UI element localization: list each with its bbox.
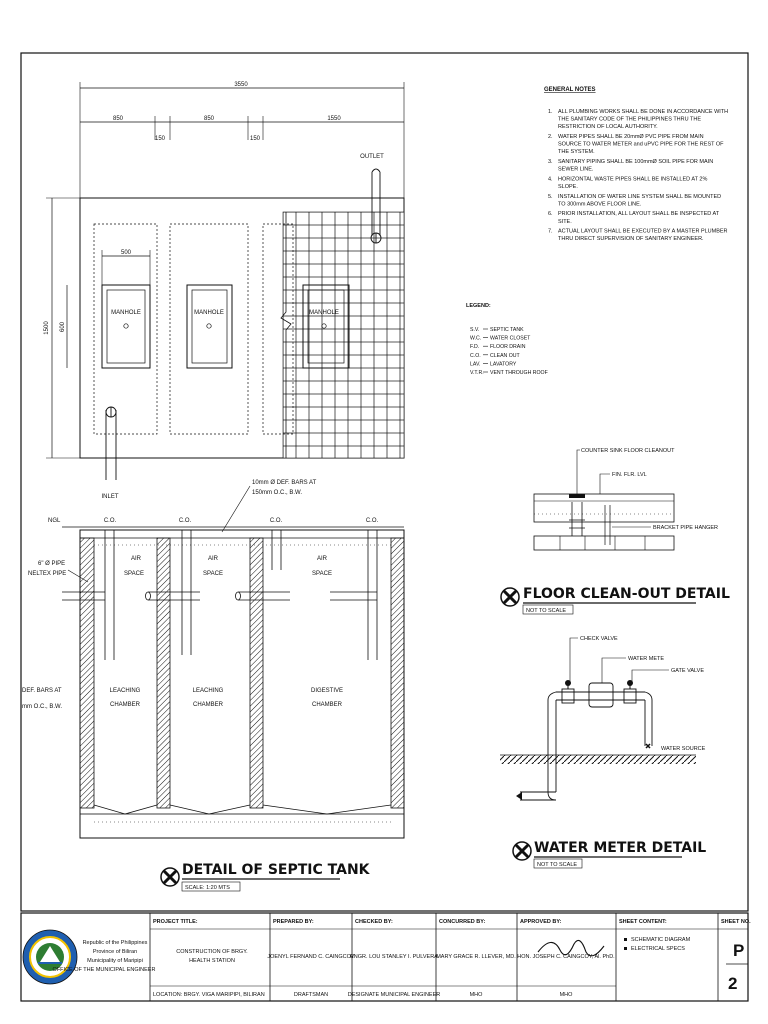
legend-abbr: LAV.: [470, 361, 481, 368]
dim-manhole-w: 500: [120, 250, 132, 256]
concurred-label: CONCURRED BY:: [439, 919, 486, 925]
note-number: 3.: [548, 159, 553, 165]
dim-total: 3550: [234, 82, 248, 88]
chamber-3: CHAMBER: [311, 702, 343, 708]
content-item-1: SCHEMATIC DIAGRAM: [631, 937, 691, 943]
ngl-label: NGL: [48, 518, 61, 524]
water-meter-detail: [500, 636, 706, 868]
note-line: SOURCE TO WATER METER and uPVC PIPE FOR THE REST OF: [558, 141, 724, 148]
floor-cleanout-detail: [501, 448, 730, 614]
co-label-1: C.O.: [103, 518, 117, 524]
org-line-2: Province of Biliran: [92, 949, 138, 955]
bars-left-2: mm O.C., B.W.: [22, 704, 62, 710]
co-label-3: C.O.: [269, 518, 283, 524]
manhole-label-2: MANHOLE: [194, 310, 224, 316]
note-line: ACTUAL LAYOUT SHALL BE EXECUTED BY A MASTER PLUMBER: [558, 228, 728, 235]
gate-valve-label: GATE VALVE: [671, 668, 705, 674]
notes-heading: GENERAL NOTES: [544, 87, 596, 93]
note-line: THE SYSTEM.: [558, 149, 595, 156]
air-1: AIR: [130, 556, 142, 562]
approved-label: APPROVED BY:: [520, 919, 562, 925]
checked-label: CHECKED BY:: [355, 919, 393, 925]
inlet-label: INLET: [101, 494, 119, 500]
septic-title: [161, 862, 371, 891]
co-label-4: C.O.: [365, 518, 379, 524]
note-line: HORIZONTAL WASTE PIPES SHALL BE INSTALLED AT 2%: [558, 176, 708, 183]
note-number: 6.: [548, 211, 553, 218]
note-number: 7.: [548, 228, 553, 235]
floor-detail-scale: NOT TO SCALE: [526, 608, 567, 614]
meter-detail-title: WATER METER DETAIL: [534, 840, 707, 856]
water-source-label: WATER SOURCE: [661, 746, 706, 752]
org-line-1: Republic of the Philippines: [82, 940, 148, 946]
septic-tank-section: [22, 480, 404, 838]
space-3: SPACE: [312, 571, 332, 577]
sheet-number: 2: [728, 974, 738, 993]
prepared-label: PREPARED BY:: [273, 919, 314, 925]
manhole-label-1: MANHOLE: [111, 310, 141, 316]
project-label: PROJECT TITLE:: [153, 919, 198, 925]
sheet-letter: P: [733, 941, 745, 960]
dim-b: 150: [154, 136, 166, 142]
note-line: SLOPE.: [558, 184, 578, 190]
septic-tank-plan: [44, 82, 404, 500]
note-number: 1.: [548, 109, 553, 115]
prepared-name: JOENYL FERNAND C. CAINGCOY: [267, 954, 355, 960]
note-line: SANITARY PIPING SHALL BE 100mmØ SOIL PIPE FOR MAIN: [558, 159, 714, 165]
pipe-label-1: 6" Ø PIPE: [38, 561, 66, 567]
septic-title-text: DETAIL OF SEPTIC TANK: [182, 862, 370, 878]
dim-a: 850: [112, 116, 124, 122]
municipal-seal-icon: [23, 930, 77, 984]
dim-height: 1500: [44, 321, 50, 335]
legend-desc: LAVATORY: [490, 361, 517, 368]
legend-desc: FLOOR DRAIN: [490, 344, 526, 351]
approved-name: HON. JOSEPH C. CAINGCOY, Al. PhD.: [517, 954, 615, 960]
dim-e: 1550: [327, 116, 341, 122]
air-2: AIR: [207, 556, 219, 562]
legend-abbr: W.C.: [470, 335, 482, 342]
meter-detail-scale: NOT TO SCALE: [537, 862, 578, 868]
note-line: TO 300mm ABOVE FLOOR LINE.: [558, 201, 642, 208]
dim-c: 850: [203, 116, 215, 122]
note-line: RESTRICTION OF LOCAL AUTHORITY.: [558, 124, 658, 131]
air-3: AIR: [316, 556, 328, 562]
fin-label: FIN. FLR. LVL: [612, 472, 647, 478]
bars-left-1: DEF. BARS AT: [22, 688, 62, 694]
note-number: 4.: [548, 176, 553, 183]
approved-role: MHO: [559, 992, 573, 998]
legend-heading: LEGEND:: [466, 303, 491, 309]
note-line: WATER PIPES SHALL BE 20mmØ PVC PIPE FROM MAIN: [558, 134, 704, 140]
chamber-2: CHAMBER: [192, 702, 224, 708]
checked-role: DESIGNATE MUNICIPAL ENGINEER: [347, 992, 441, 998]
dim-manhole-h: 600: [60, 321, 66, 333]
legend-abbr: F.D.: [470, 344, 480, 351]
title-block: [21, 913, 751, 1001]
legend: [466, 303, 548, 376]
bars-top-2: 150mm O.C., B.W.: [252, 490, 303, 496]
note-line: ALL PLUMBING WORKS SHALL BE DONE IN ACCORDANCE WITH: [558, 109, 729, 115]
digestive-label: DIGESTIVE: [310, 688, 344, 694]
prepared-role: DRAFTSMAN: [293, 992, 329, 998]
project-line-1: CONSTRUCTION OF BRGY.: [176, 949, 248, 955]
checked-name: ENGR. LOU STANLEY I. PULVERA: [350, 954, 438, 960]
space-1: SPACE: [124, 571, 144, 577]
legend-desc: CLEAN OUT: [490, 352, 520, 359]
content-label: SHEET CONTENT:: [619, 919, 667, 925]
dim-d: 150: [249, 136, 261, 142]
legend-desc: WATER CLOSET: [490, 335, 531, 342]
legend-abbr: C.O.: [470, 352, 481, 359]
sheet-label: SHEET NO.: [721, 919, 751, 925]
co-label-2: C.O.: [178, 518, 192, 524]
note-number: 5.: [548, 193, 553, 200]
note-line: THRU DIRECT SUPERVISION OF SANITARY ENGINEER.: [558, 236, 704, 243]
leaching-2: LEACHING: [192, 688, 224, 694]
concurred-name: MARY GRACE R. LLEVER, MD.: [436, 954, 516, 960]
bars-top-1: 10mm Ø DEF. BARS AT: [252, 480, 317, 486]
content-item-2: ELECTRICAL SPECS: [631, 946, 685, 952]
cso-label: COUNTER SINK FLOOR CLEANOUT: [581, 448, 675, 454]
note-line: PRIOR INSTALLATION, ALL LAYOUT SHALL BE INSPECTED AT: [558, 211, 720, 218]
legend-desc: SEPTIC TANK: [490, 327, 524, 333]
note-number: 2.: [548, 134, 553, 140]
legend-abbr: S.V.: [470, 327, 480, 333]
legend-desc: VENT THROUGH ROOF: [490, 370, 548, 376]
water-meter-label: WATER METE: [628, 656, 665, 662]
note-line: INSTALLATION OF WATER LINE SYSTEM SHALL BE MOUNTED: [558, 193, 722, 200]
note-line: SEWER LINE.: [558, 166, 594, 173]
note-line: THE SANITARY CODE OF THE PHILIPPINES THRU THE: [558, 116, 702, 123]
location-text: LOCATION: BRGY. VIGA MARIPIPI, BILIRAN: [153, 992, 265, 998]
septic-scale: SCALE: 1:20 MTS: [185, 885, 230, 891]
org-line-4: OFFICE OF THE MUNICIPAL ENGINEER: [52, 967, 156, 973]
outlet-label: OUTLET: [360, 154, 384, 160]
manhole-label-3: MANHOLE: [309, 310, 339, 316]
concurred-role: MHO: [469, 992, 483, 998]
pipe-label-2: NELTEX PIPE: [28, 571, 67, 577]
leaching-1: LEACHING: [109, 688, 141, 694]
general-notes: [544, 87, 728, 242]
note-line: SITE.: [558, 218, 572, 225]
project-line-2: HEALTH STATION: [189, 958, 235, 964]
chamber-1: CHAMBER: [109, 702, 141, 708]
bracket-label: BRACKET PIPE HANGER: [653, 525, 718, 531]
floor-detail-title: FLOOR CLEAN-OUT DETAIL: [523, 586, 730, 602]
org-line-3: Municipality of Maripipi: [87, 958, 143, 964]
space-2: SPACE: [203, 571, 223, 577]
check-valve-label: CHECK VALVE: [580, 636, 618, 642]
legend-abbr: V.T.R.: [470, 370, 484, 376]
